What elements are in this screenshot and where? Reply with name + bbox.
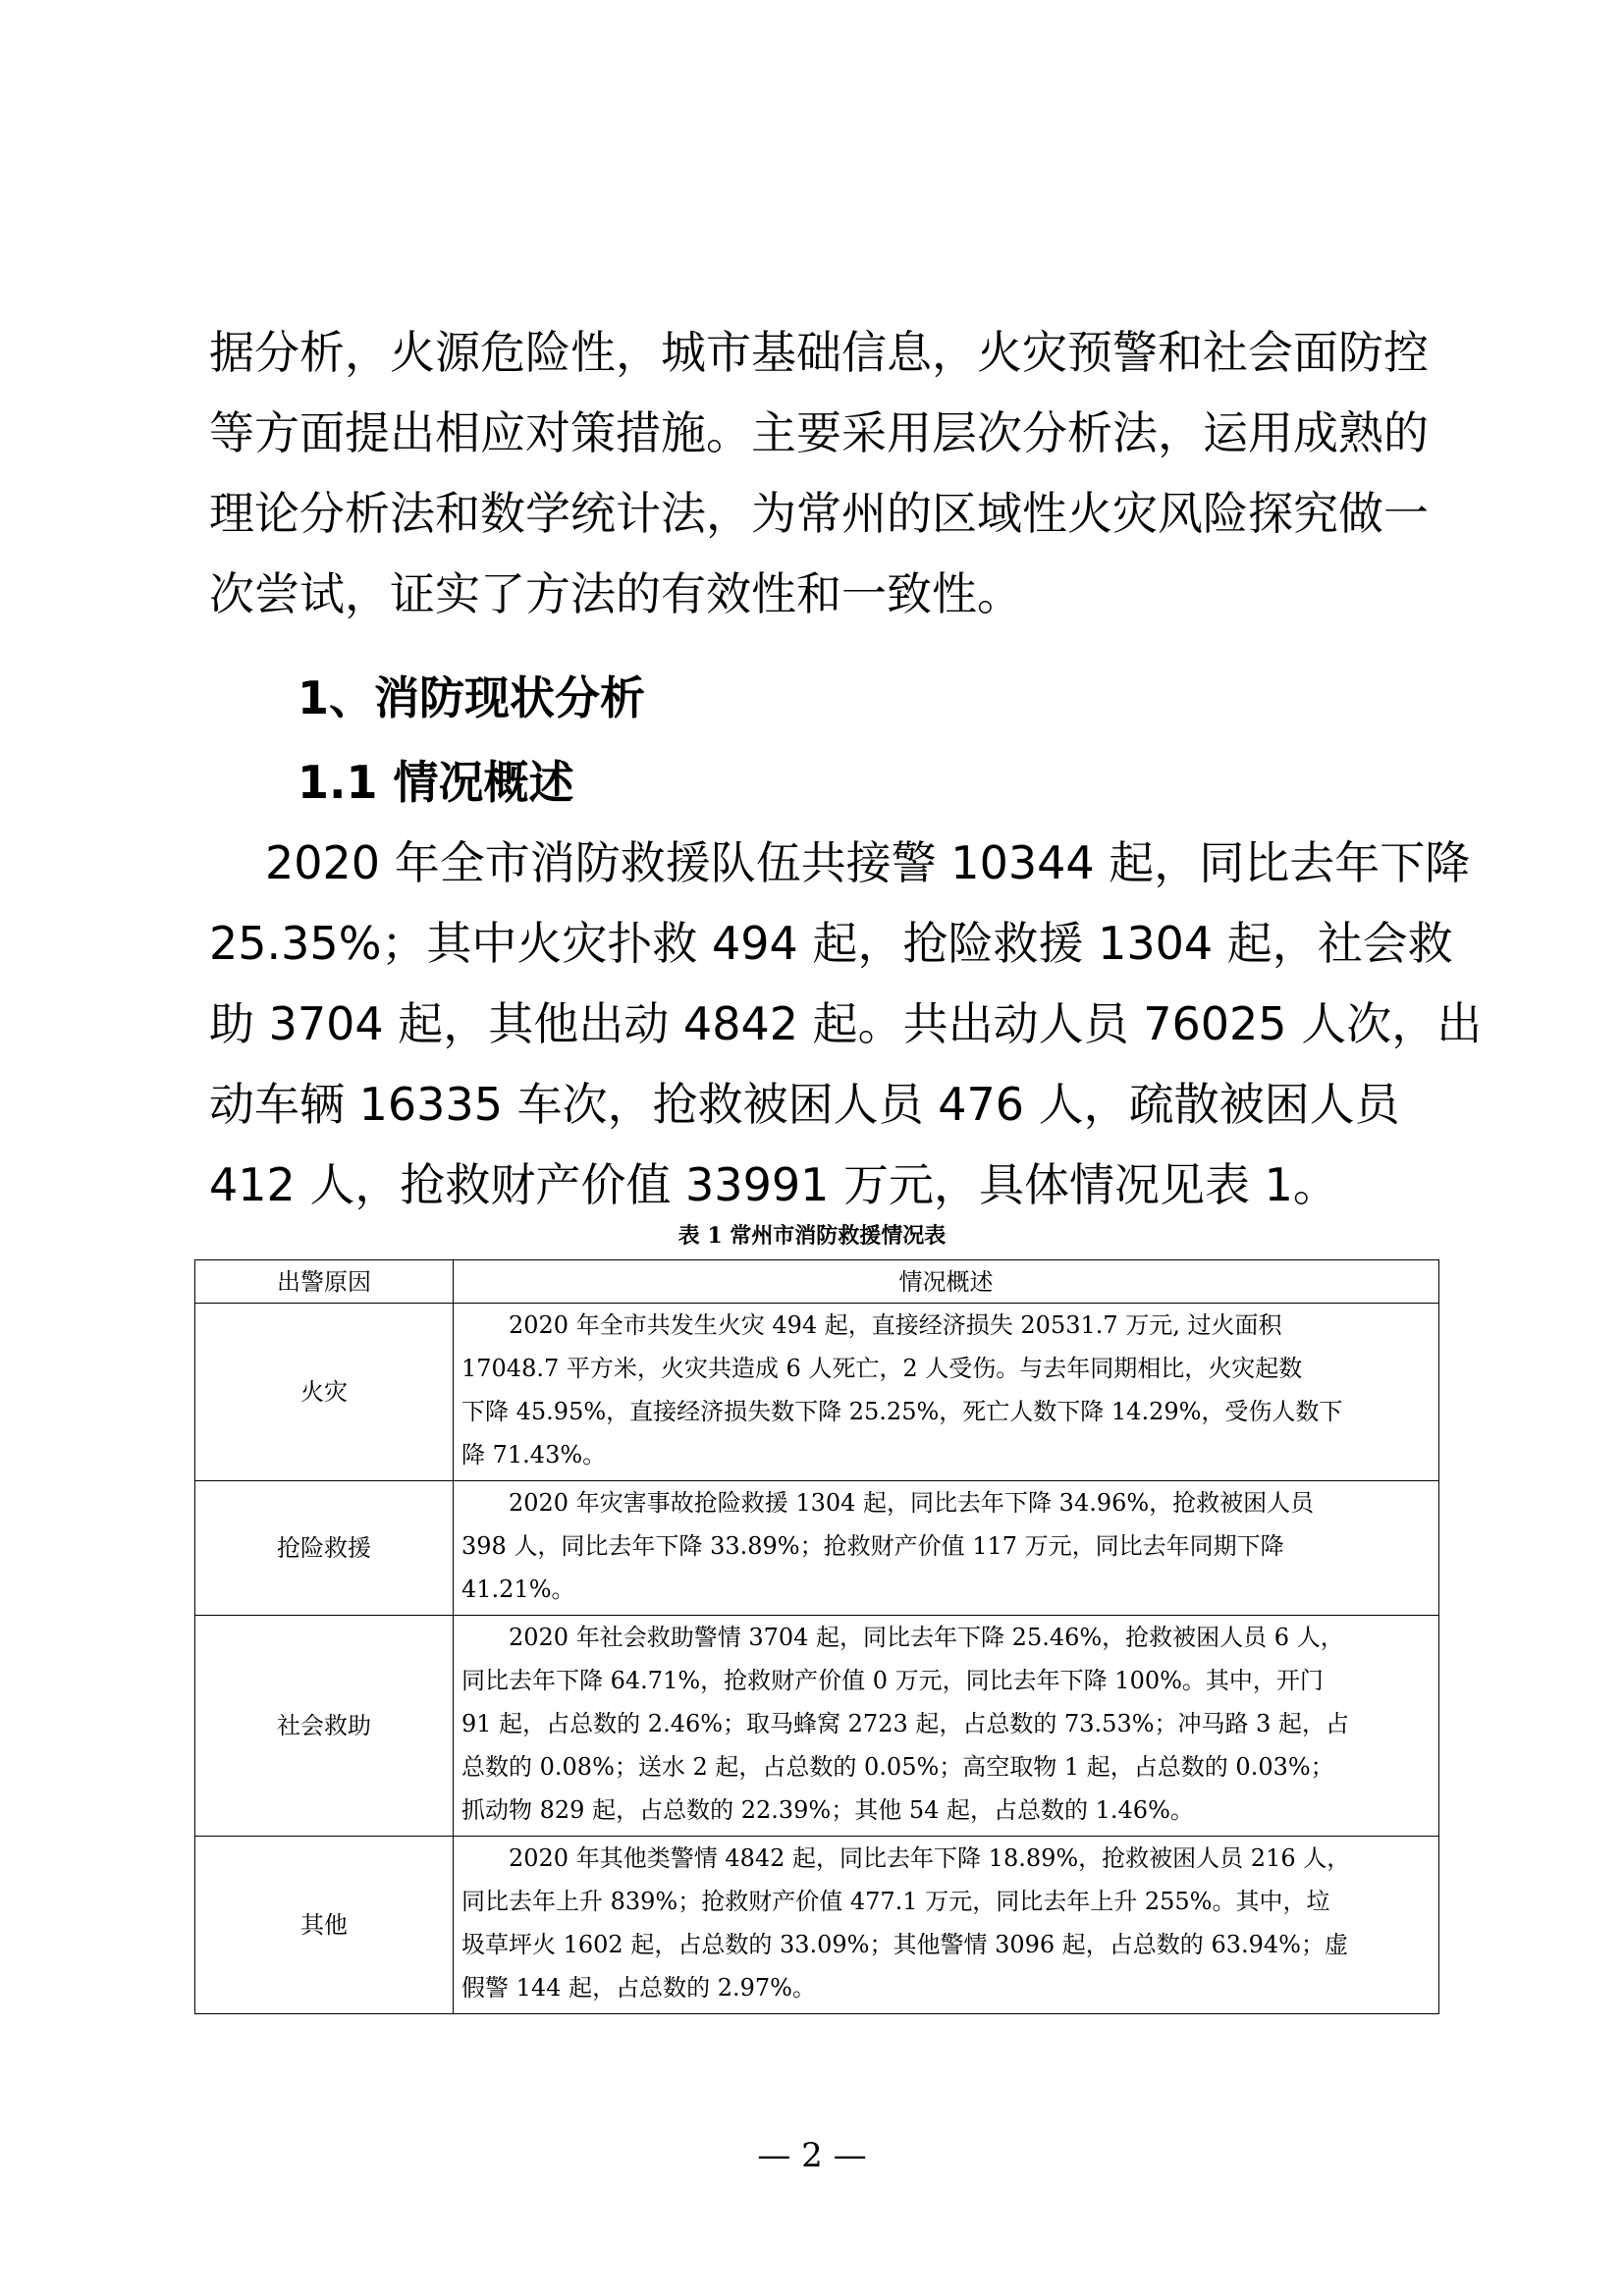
intro-line: 据分析，火源危险性，城市基础信息，火灾预警和社会面防控 (209, 326, 1429, 379)
table-row (195, 1304, 1439, 1481)
row-reason: 抢险救援 (195, 1481, 454, 1616)
intro-line: 次尝试，证实了方法的有效性和一致性。 (209, 567, 1022, 620)
row-overview (454, 1616, 1439, 1837)
table-row (195, 1481, 1439, 1616)
header-reason: 出警原因 (195, 1260, 454, 1304)
intro-line: 理论分析法和数学统计法，为常州的区域性火灾风险探究做一 (209, 487, 1429, 540)
intro-line: 等方面提出相应对策措施。主要采用层次分析法，运用成熟的 (209, 406, 1429, 459)
overview-line: 41.21%。 (461, 1575, 575, 1603)
overview-line: 2020 年灾害事故抢险救援 1304 起，同比去年下降 34.96%，抢救被困人员 (509, 1489, 1315, 1517)
overview-line: 2020 年全市共发生火灾 494 起，直接经济损失 20531.7 万元, 过火面积 (509, 1311, 1282, 1339)
summary-line: 25.35%；其中火灾扑救 494 起，抢险救援 1304 起，社会救 (209, 917, 1453, 970)
overview-line: 抓动物 829 起，占总数的 22.39%；其他 54 起，占总数的 1.46%。 (461, 1796, 1194, 1824)
overview-line: 91 起，占总数的 2.46%；取马蜂窝 2723 起，占总数的 73.53%；冲马路 3 起，占 (461, 1710, 1350, 1737)
table-caption: 表 1 常州市消防救援情况表 (677, 1223, 947, 1249)
summary-line: 助 3704 起，其他出动 4842 起。共出动人员 76025 人次，出 (209, 997, 1483, 1050)
overview-line: 2020 年社会救助警情 3704 起，同比去年下降 25.46%，抢救被困人员 6 人， (509, 1624, 1344, 1651)
page-number: — 2 — (757, 2136, 867, 2175)
row-reason: 火灾 (195, 1304, 454, 1481)
overview-line: 398 人，同比去年下降 33.89%；抢救财产价值 117 万元，同比去年同期下降 (461, 1532, 1284, 1560)
overview-line: 降 71.43%。 (461, 1441, 607, 1468)
header-overview: 情况概述 (454, 1260, 1439, 1304)
row-overview (454, 1481, 1439, 1616)
row-reason: 社会救助 (195, 1616, 454, 1837)
rescue-table (194, 1259, 1439, 2014)
section-heading: 1、消防现状分析 (298, 671, 646, 724)
overview-line: 下降 45.95%，直接经济损失数下降 25.25%，死亡人数下降 14.29%，受伤人数下 (461, 1398, 1343, 1425)
row-overview (454, 1837, 1439, 2014)
summary-line: 动车辆 16335 车次，抢救被困人员 476 人，疏散被困人员 (209, 1078, 1400, 1131)
overview-line: 同比去年下降 64.71%，抢救财产价值 0 万元，同比去年下降 100%。其中，开门 (461, 1667, 1324, 1694)
overview-line: 圾草坪火 1602 起，占总数的 33.09%；其他警情 3096 起，占总数的 63.94%；虚 (461, 1931, 1348, 1958)
summary-line: 412 人，抢救财产价值 33991 万元，具体情况见表 1。 (209, 1158, 1338, 1211)
intro-paragraph (209, 312, 1436, 634)
summary-paragraph (209, 823, 1483, 1225)
subsection-heading: 1.1 情况概述 (298, 756, 574, 809)
overview-line: 同比去年上升 839%；抢救财产价值 477.1 万元，同比去年上升 255%。其中，垃 (461, 1888, 1330, 1915)
row-reason: 其他 (195, 1837, 454, 2014)
summary-line: 2020 年全市消防救援队伍共接警 10344 起，同比去年下降 (265, 836, 1471, 889)
table-header-row (195, 1260, 1439, 1304)
table-row (195, 1616, 1439, 1837)
row-overview (454, 1304, 1439, 1481)
overview-line: 2020 年其他类警情 4842 起，同比去年下降 18.89%，抢救被困人员 216 人， (509, 1844, 1351, 1872)
table-row (195, 1837, 1439, 2014)
overview-line: 总数的 0.08%；送水 2 起，占总数的 0.05%；高空取物 1 起，占总数的 0.03%； (461, 1753, 1334, 1781)
overview-line: 假警 144 起，占总数的 2.97%。 (461, 1974, 816, 2002)
overview-line: 17048.7 平方米，火灾共造成 6 人死亡，2 人受伤。与去年同期相比，火灾起数 (461, 1355, 1303, 1382)
